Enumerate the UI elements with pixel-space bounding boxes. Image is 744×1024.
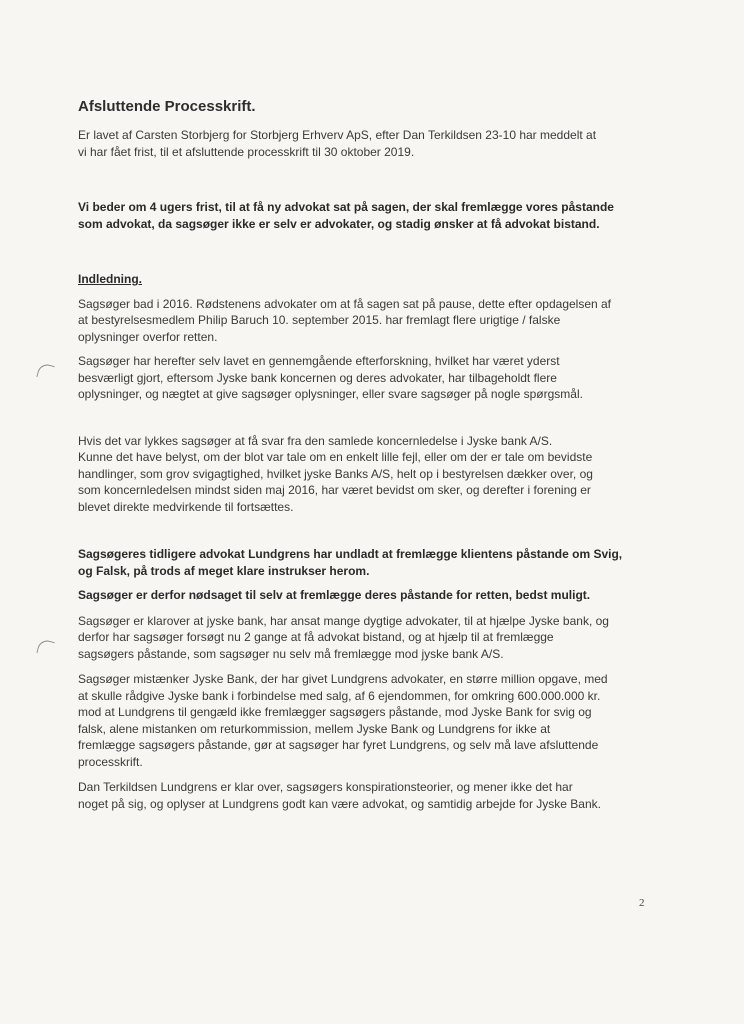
punch-hole-mark — [36, 362, 54, 380]
paragraph-4: Sagsøger er klarover at jyske bank, har ansat mange dygtige advokater, til at hjælpe Jyske bank, og derfor har sagsøger forsøgt nu 2 gange at få advokat bistand, og at hjælp til at fremlægge sagsøgers påstande, som sagsøger nu selv må fremlægge mod jyske bank A/S. — [78, 613, 609, 661]
intro-paragraph: Er lavet af Carsten Storbjerg for Storbjerg Erhverv ApS, efter Dan Terkildsen 23-10 har meddelt at vi har fået frist, til et afsluttende processkrift til 30 oktober 2019. — [78, 128, 597, 159]
paragraph-3: Hvis det var lykkes sagsøger at få svar fra den samlede koncernledelse i Jyske bank A/S. Kunne det have belyst, om der blot var tale om en enkelt lille fejl, eller om der er tale om bevidste handlinger, som grov svigagtighed, hvilket jyske Banks A/S, helt op i bestyrelsen dækker over, og som koncernledelsen mindst siden maj 2016, har været bevidst om sker, og derefter i forening er blevet direkte medvirkende til fortsættes. — [78, 433, 593, 514]
bold-statement-2: Sagsøger er derfor nødsaget til selv at fremlægge deres påstande for retten, bedst muligt. — [78, 588, 591, 602]
section-heading: Indledning. — [78, 272, 142, 286]
paragraph-5: Sagsøger mistænker Jyske Bank, der har givet Lundgrens advokater, en større million opgave, med at skulle rådgive Jyske bank i forbindelse med salg, af 6 ejendommen, for omkring 600.000.000 kr. mod at Lundgrens til gengæld ikke fremlægger sagsøgers påstande, mod Jyske Bank for svig og falsk, alene mistanken om returkommission, mellem Jyske Bank og Lundgrens for ikke at fremlægge sagsøgers påstande, gør at sagsøger har fyret Lundgrens, og selv må lave afsluttende processkrift. — [78, 672, 608, 769]
bold-statement-1: Sagsøgeres tidligere advokat Lundgrens har undladt at fremlægge klientens påstande om Svig, og Falsk, på trods af meget klare instrukser herom. — [78, 547, 623, 578]
page-number: 2 — [639, 897, 645, 909]
paragraph-1: Sagsøger bad i 2016. Rødstenens advokater om at få sagen sat på pause, dette efter opdagelsen af at bestyrelsesmedlem Philip Baruch 10. september 2015. har fremlagt flere urigtige / falske oplysninger overfor retten. — [78, 296, 612, 344]
punch-hole-mark — [36, 638, 54, 656]
request-paragraph: Vi beder om 4 ugers frist, til at få ny advokat sat på sagen, der skal fremlægge vores påstande som advokat, da sagsøger ikke er selv er advokater, og stadig ønsker at få advokat bistand. — [78, 200, 614, 231]
paragraph-6: Dan Terkildsen Lundgrens er klar over, sagsøgers konspirationsteorier, og mener ikke det har noget på sig, og oplyser at Lundgrens godt kan være advokat, og samtidig arbejde for Jyske Bank. — [78, 780, 601, 811]
document-title: Afsluttende Processkrift. — [78, 98, 256, 115]
document-body — [78, 98, 658, 812]
paragraph-2: Sagsøger har herefter selv lavet en gennemgående efterforskning, hvilket har været yderst besværligt gjort, eftersom Jyske bank koncernen og deres advokater, har tilbageholdt flere oplysninger, og nægtet at give sagsøger oplysninger, eller svare sagsøger på nogle spørgsmål. — [78, 354, 583, 401]
